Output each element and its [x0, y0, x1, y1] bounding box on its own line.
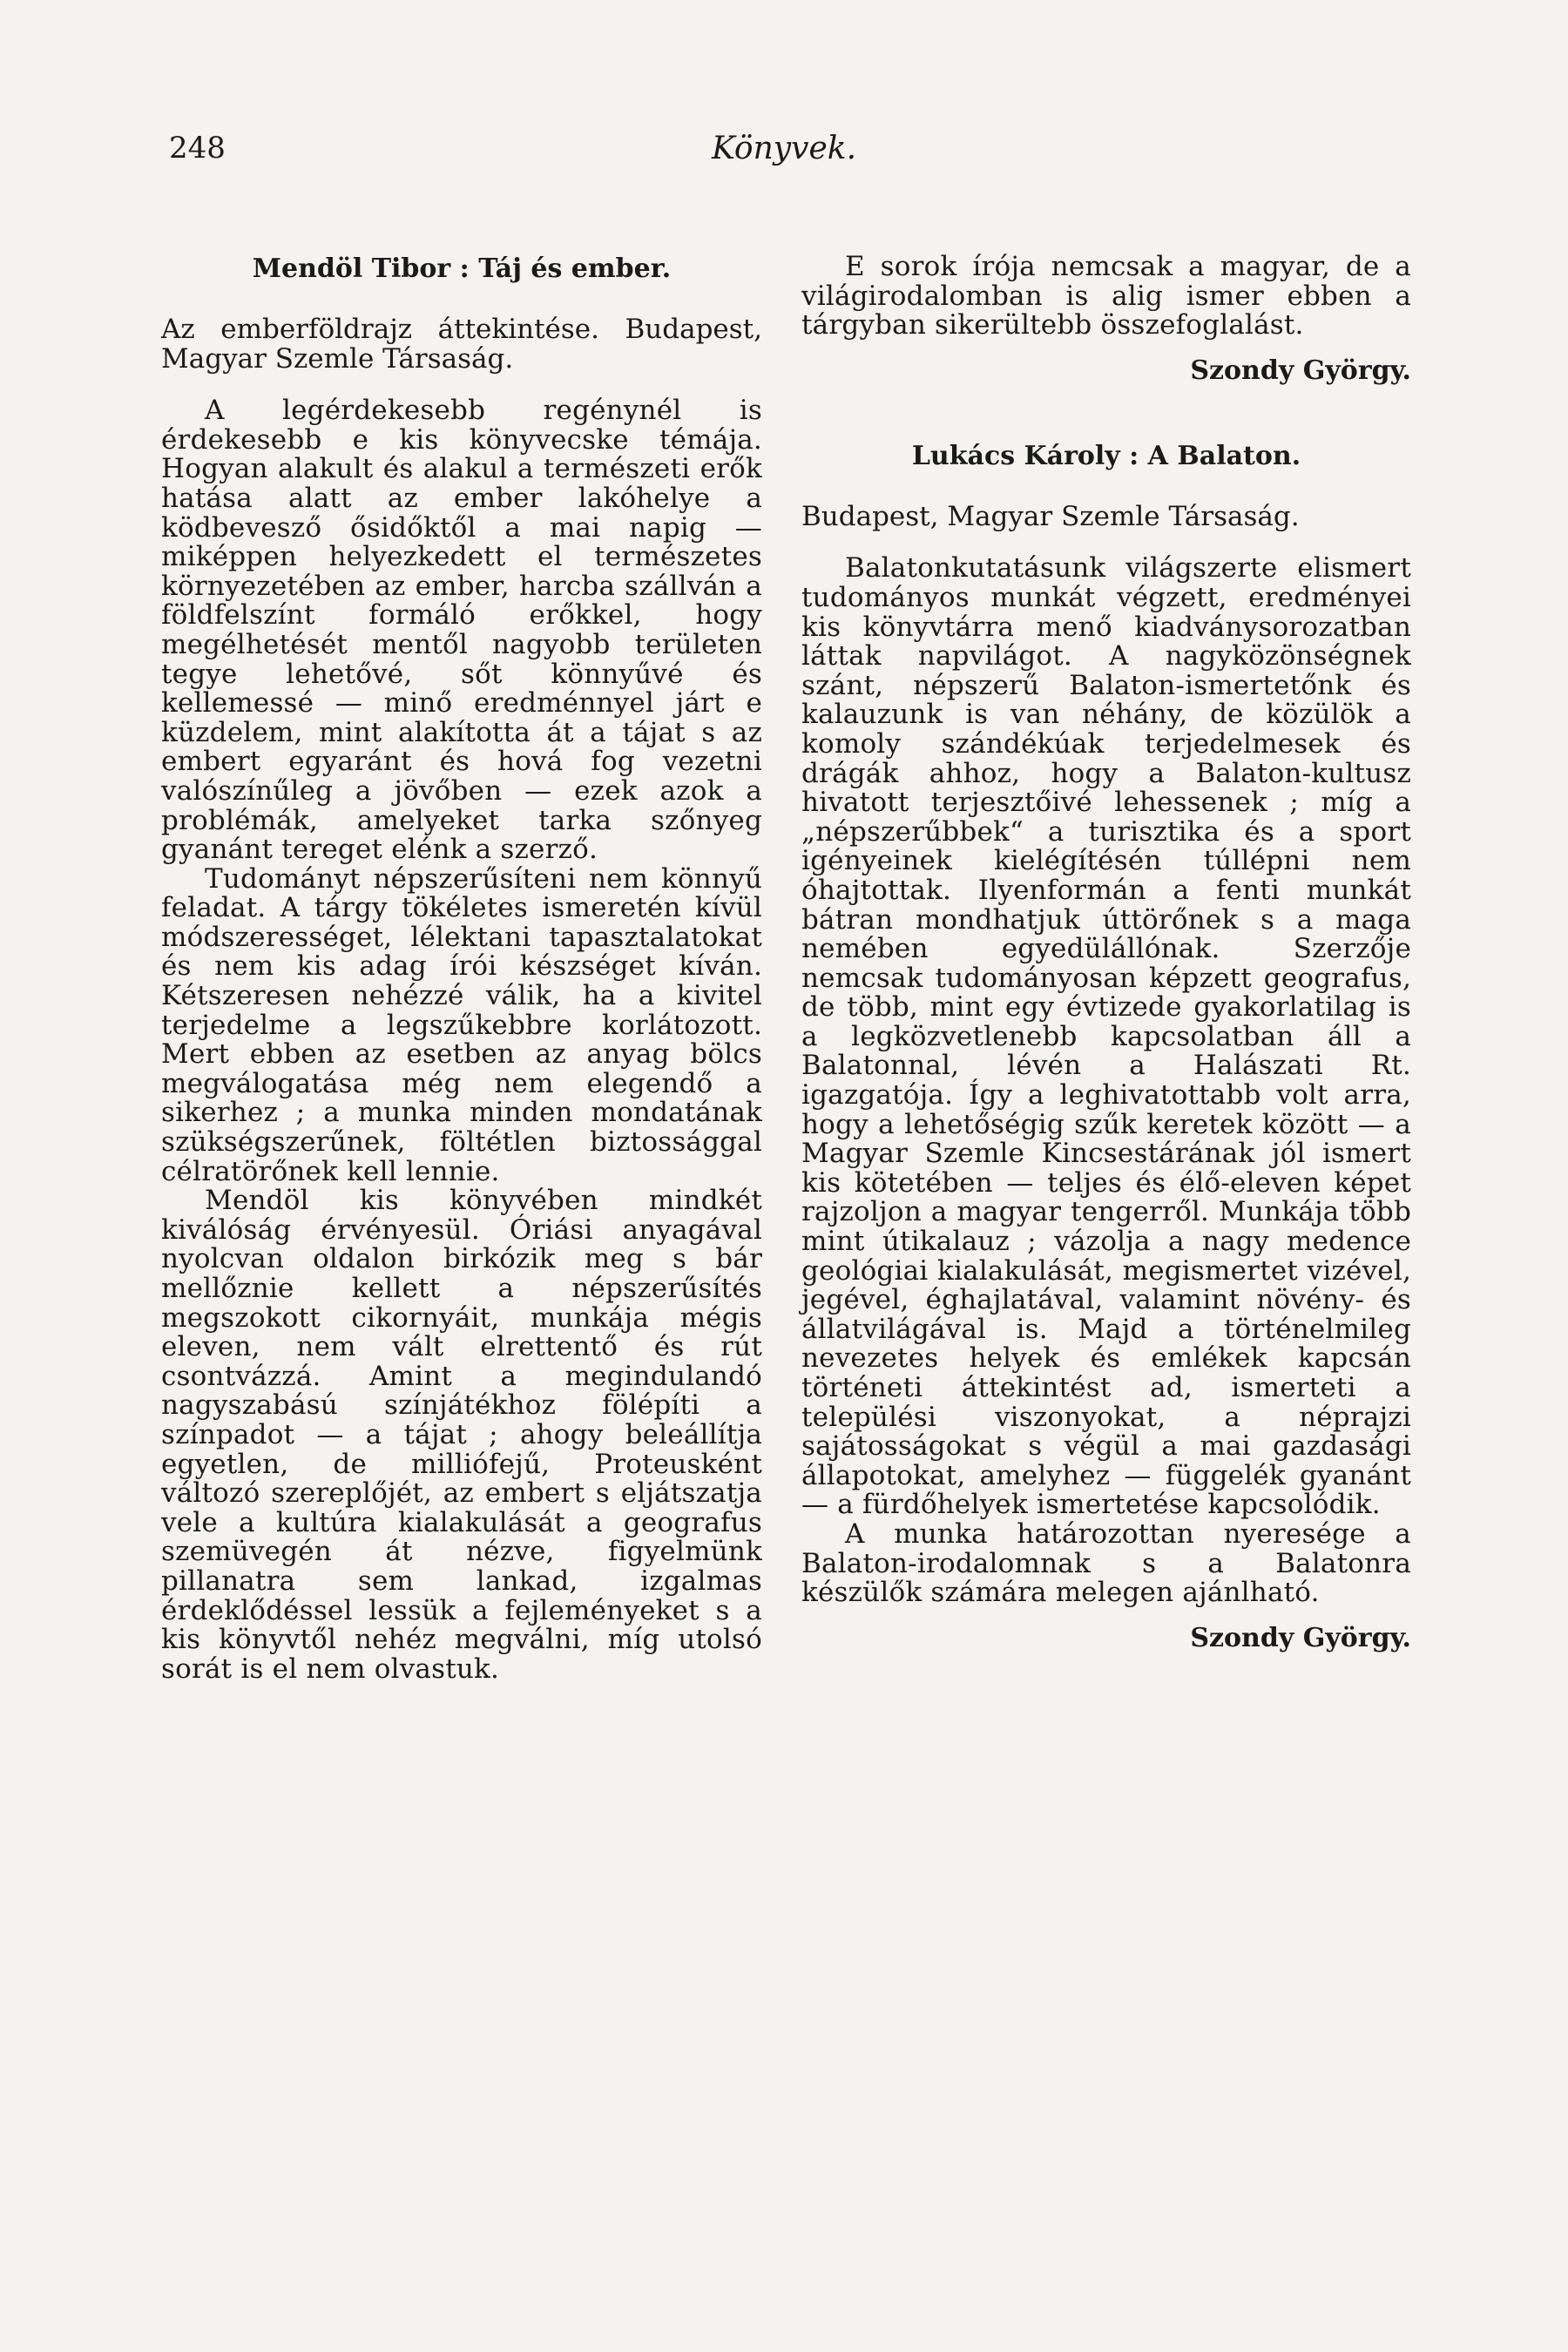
running-title: Könyvek. [711, 131, 857, 166]
page-number: 248 [169, 131, 226, 166]
review-paragraph: A legérdekesebb regénynél is érdekesebb e kis könyvecske témája. Hogyan alakult és alakul a természeti erők hatása alatt az ember lakóhelye a ködbevesző ősidőktől a mai napig — miképpen helyezkedett el természetes környezetében az ember, harcba szállván a földfelszínt formáló erőkkel, hogy megélhetését mentől nagyobb területen tegye lehetővé, sőt könnyűvé és kellemessé — minő eredménnyel járt e küzdelem, mint alakította át a tájat s az embert egyaránt és hová fog vezetni valószínűleg a jövőben — ezek azok a problémák, amelyeket tarka szőnyeg gyanánt tereget elénk a szerző. [161, 395, 762, 866]
review-paragraph: Balatonkutatásunk világszerte elismert tudományos munkát végzett, eredményei kis könyvtárra menő kiadványsorozatban láttak napvilágot. A nagyközönségnek szánt, népszerű Balaton-ismertetőnk és kalauzunk is van néhány, de közülök a komoly szándékúak terjedelmesek és drágák ahhoz, hogy a Balaton-kultusz hivatott terjesztőivé lehessenek ; míg a „népszerűbbek“ a turisztika és a sport igényeinek kielégítésén túllépni nem óhajtottak. Ilyenformán a fenti munkát bátran mondhatjuk úttörőnek s a maga nemében egyedülállónak. Szerzője nemcsak tudományosan képzett geografus, de több, mint egy évtizede gyakorlatilag is a legközvetlenebb kapcsolatban áll a Balatonnal, lévén a Halászati Rt. igazgatója. Így a leghivatottabb volt arra, hogy a lehetőségig szűk keretek között — a Magyar Szemle Kincsestárának jól ismert kis kötetében — teljes és élő-eleven képet rajzoljon a magyar tengerről. Munkája több mint útikalauz ; vázolja a nagy medence geológiai kialakulását, megismertet vizével, jegével, éghajlatával, valamint növény- és állatvilágával is. Majd a történelmileg nevezetes helyek és emlékek kapcsán történeti áttekintést ad, ismerteti a települési viszonyokat, a néprajzi sajátosságokat s végül a mai gazdasági állapotokat, amelyhez — függelék gyanánt — a fürdőhelyek ismertetése kapcsolódik. [801, 552, 1411, 1521]
review-title: Lukács Károly : A Balaton. [911, 440, 1301, 471]
right-column [801, 253, 1411, 1655]
review-bibliography: Budapest, Magyar Szemle Társaság. [801, 500, 1300, 532]
review-paragraph: A munka határozottan nyeresége a Balaton-irodalomnak s a Balatonra készülők számára melegen ajánlható. [801, 1517, 1411, 1609]
review-paragraph: Tudományt népszerűsíteni nem könnyű feladat. A tárgy tökéletes ismeretén kívül módszerességet, lélektani tapasztalatokat és nem kis adag írói készséget kíván. Kétszeresen nehézzé válik, ha a kivitel terjedelme a legszűkebbre korlátozott. Mert ebben az esetben az anyag bölcs megválogatása még nem elegendő a sikerhez ; a munka minden mondatának szükségszerűnek, föltétlen biztossággal célratörőnek kell lennie. [161, 862, 762, 1187]
review-paragraph: Mendöl kis könyvében mindkét kiválóság érvényesül. Óriási anyagával nyolcvan oldalon birkózik meg s bár mellőznie kellett a népszerűsítés megszokott cikornyáit, munkája mégis eleven, nem vált elrettentő és rút csontvázzá. Amint a megindulandó nagyszabású színjátékhoz fölépíti a színpadot — a tájat ; ahogy beleállítja egyetlen, de milliófejű, Proteusként változó szereplőjét, az embert s eljátszatja vele a kultúra kialakulását a geografus szemüvegén át nézve, figyelmünk pillanatra sem lankad, izgalmas érdeklődéssel lessük a fejleményeket s a kis könyvtől nehéz megválni, míg utolsó sorát is el nem olvastuk. [161, 1185, 762, 1685]
left-column [161, 253, 762, 1684]
review-signature: Szondy György. [1190, 1622, 1411, 1653]
review-signature: Szondy György. [1190, 355, 1411, 386]
page-header [157, 131, 1411, 174]
review-bibliography: Az emberföldrajz áttekintése. Budapest, Magyar Szemle Társaság. [161, 314, 762, 375]
review-title: Mendöl Tibor : Táj és ember. [252, 253, 672, 284]
review-paragraph: E sorok írója nemcsak a magyar, de a világirodalomban is alig ismer ebben a tárgyban sikerültebb összefoglalást. [801, 251, 1411, 341]
